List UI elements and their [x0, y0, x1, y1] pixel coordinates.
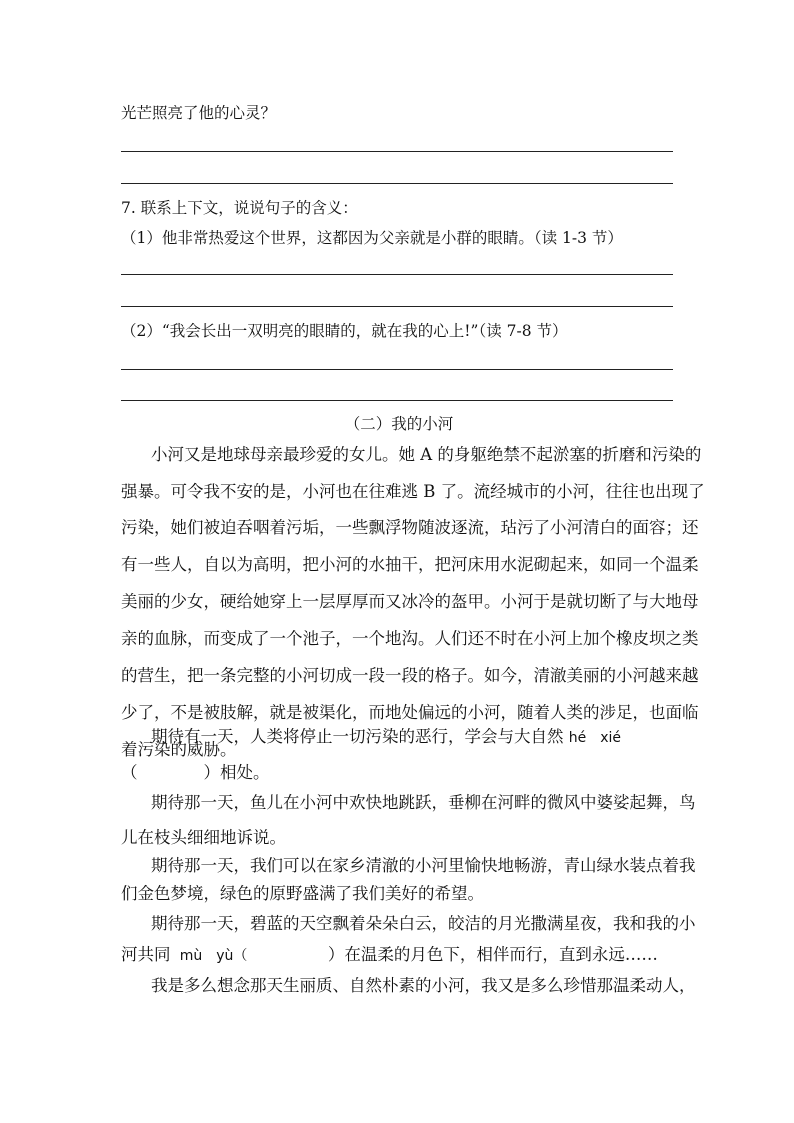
paragraph-line: 着污染的威胁。	[121, 740, 237, 759]
paragraph-line: 期待那一天，鱼儿在小河中欢快地跳跃，垂柳在河畔的微风中婆娑起舞，鸟	[151, 793, 696, 812]
paragraph-line: 美丽的少女，硬给她穿上一层厚厚而又冰冷的盔甲。小河于是就切断了与大地母	[121, 592, 699, 611]
answer-line[interactable]	[121, 400, 673, 401]
paragraph-line: 强暴。可令我不安的是，小河也在往难逃 B 了。流经城市的小河，往往也出现了	[121, 482, 705, 501]
paragraph-line: 亲的血脉，而变成了一个池子，一个地沟。人们还不时在小河上加个橡皮坝之类	[121, 629, 699, 648]
passage-title: （二）我的小河	[344, 415, 454, 433]
paragraph-line: 我是多么想念那天生丽质、自然朴素的小河，我又是多么珍惜那温柔动人，	[151, 976, 696, 995]
answer-line[interactable]	[121, 369, 673, 370]
paragraph-line: 期待那一天，我们可以在家乡清澈的小河里愉快地畅游，青山绿水装点着我	[151, 856, 696, 875]
paragraph-line: 们金色梦境，绿色的原野盛满了我们美好的希望。	[121, 884, 484, 903]
paragraph-line: 期待那一天，碧蓝的天空飘着朵朵白云，皎洁的月光撒满星夜，我和我的小	[151, 914, 696, 933]
paragraph-text: 期待有一天，人类将停止一切污染的恶行，学会与大自然	[151, 727, 564, 746]
paragraph-text: ）在温柔的月色下，相伴而行，直到永远……	[327, 945, 658, 964]
question-7-prompt: 7. 联系上下文，说说句子的含义：	[121, 199, 358, 217]
question-7-item-2: （2）“我会长出一双明亮的眼睛的，就在我的心上!”（读 7-8 节）	[121, 322, 568, 340]
answer-blank-line[interactable]: （ ）相处。	[121, 763, 270, 782]
question-7-item-1: （1）他非常热爱这个世界，这都因为父亲就是小群的眼睛。（读 1-3 节）	[121, 229, 623, 247]
paragraph-line-with-pinyin	[151, 727, 677, 748]
answer-line[interactable]	[121, 306, 673, 307]
paragraph-line: 少了，不是被肢解，就是被渠化，而地处偏远的小河，随着人类的涉足，也面临	[121, 703, 699, 722]
paragraph-line: 污染，她们被迫吞咽着污垢，一些飘浮物随波逐流，玷污了小河清白的面容；还	[121, 518, 699, 537]
paragraph-line: 儿在枝头细细地诉说。	[121, 828, 286, 847]
paragraph-line-with-pinyin[interactable]	[121, 945, 677, 966]
answer-line[interactable]	[121, 151, 673, 152]
answer-line[interactable]	[121, 274, 673, 275]
question-6-tail: 光芒照亮了他的心灵？	[121, 104, 277, 122]
answer-line[interactable]	[121, 183, 673, 184]
paragraph-line: 有一些人，自以为高明，把小河的水抽干，把河床用水泥砌起来，如同一个温柔	[121, 555, 699, 574]
pinyin-muyu: mù yù（	[179, 948, 248, 964]
pinyin-hexie: hé xié	[568, 730, 622, 746]
paragraph-line: 小河又是地球母亲最珍爱的女儿。她 A 的身躯绝禁不起淤塞的折磨和污染的	[151, 445, 702, 464]
paragraph-line: 的营生，把一条完整的小河切成一段一段的格子。如今，清澈美丽的小河越来越	[121, 666, 699, 685]
paragraph-text: 河共同	[121, 945, 171, 964]
